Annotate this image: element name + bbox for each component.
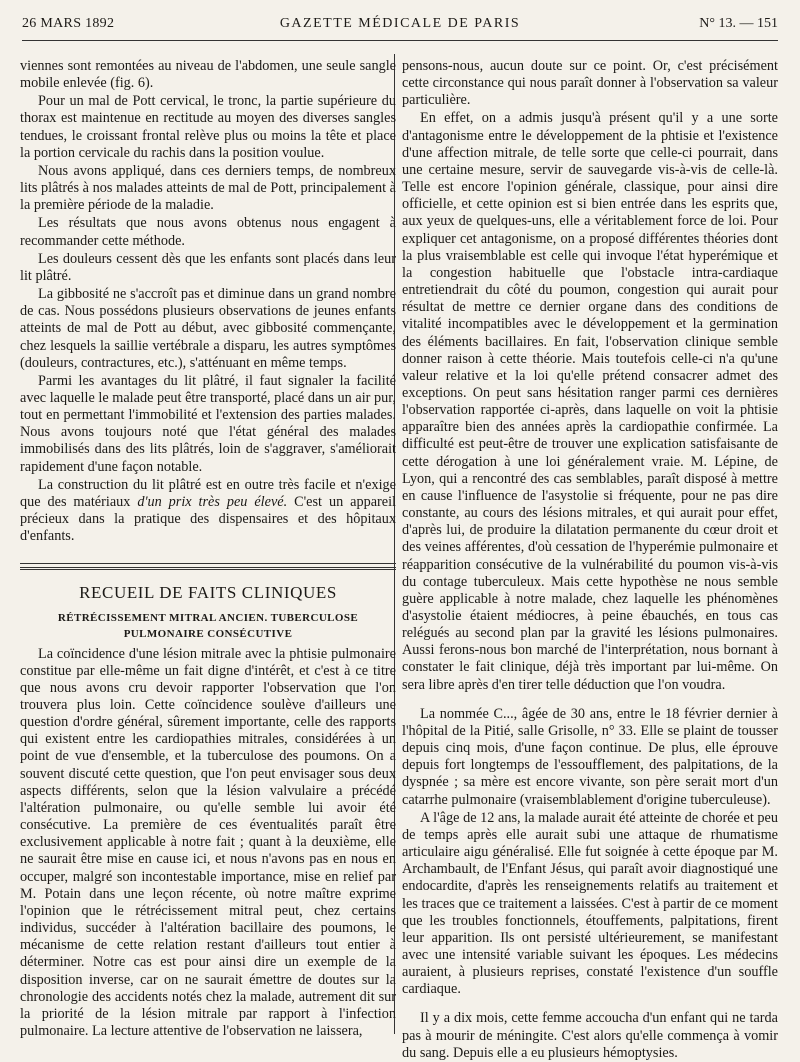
left-column <box>20 58 396 1040</box>
header-date: 26 MARS 1892 <box>22 16 115 31</box>
right-column <box>402 58 778 1062</box>
paragraph: Il y a dix mois, cette femme accoucha d'un enfant qui ne tarda pas à mourir de méningite. C'est alors qu'elle commença à vomir du sang. Depuis elle a eu plusieurs hémoptysies. <box>402 1010 778 1061</box>
paragraph: Parmi les avantages du lit plâtré, il faut signaler la facilité avec laquelle le malade peut être transporté, placé dans un air pur, tout en permettant l'immobilité et l'extension des parties malades. Nous avons toujours noté que l'état général des malades immobilisés dans des lits plâtrés, loin de s'aggraver, s'améliorait rapidement d'une façon notable. <box>20 372 396 475</box>
text-run: La construction du lit plâtré est en outre très facile et n'exige que des matériaux <box>20 476 396 510</box>
paragraph: Nous avons appliqué, dans ces derniers temps, de nombreux lits plâtrés à nos malades atteints de mal de Pott, principalement à la première période de la maladie. <box>20 162 396 214</box>
section-title: RECUEIL DE FAITS CLINIQUES <box>79 583 337 603</box>
paragraph: viennes sont remontées au niveau de l'abdomen, une seule sangle mobile enlevée (fig. 6). <box>20 58 396 92</box>
paragraph <box>20 477 396 546</box>
paragraph: A l'âge de 12 ans, la malade aurait été atteinte de chorée et peu de temps après elle aurait subi une attaque de rhumatisme articulaire aigu généralisé. Elle fut soignée à cette époque par M. Archambault, de l'Enfant Jésus, qui paraît avoir diagnostiqué une endocardite, d'après les renseignements relatifs au traitement et les traces que ce traitement a laissées. C'est à partir de ce moment que les troubles fonctionnels, étouffements, palpitations, firent leur apparition. Ils ont persisté ultérieurement, se manifestant avec une intensité variable suivant les époques. Les médecins auraient, à plusieurs reprises, constaté l'existence d'un souffle cardiaque. <box>402 809 778 998</box>
header-issue-page: N° 13. — 151 <box>699 16 778 31</box>
paragraph: La gibbosité ne s'accroît pas et diminue dans un grand nombre de cas. Nous possédons plusieurs observations de jeunes enfants atteints de mal de Pott au début, avec gibbosité commençante, chez lesquels la saillie vertébrale a disparu, les autres symptômes (douleurs, contractures, etc.), s'atténuant en même temps. <box>20 286 396 371</box>
paragraph: Les résultats que nous avons obtenus nous engagent à recommander cette méthode. <box>20 215 396 249</box>
paragraph: pensons-nous, aucun doute sur ce point. Or, c'est précisément cette circonstance qui nous paraît donner à l'observation sa valeur particulière. <box>402 58 778 109</box>
emphasis-text: d'un prix très peu élevé. <box>137 493 288 510</box>
section-rule <box>20 563 396 564</box>
header-rule <box>22 40 778 41</box>
paragraph: Pour un mal de Pott cervical, le tronc, la partie supérieure du thorax est maintenue en rectitude au moyen des diverses sangles tendues, le croissant frontal relève plus ou moins la tête et place la portion cervicale du rachis dans la position voulue. <box>20 93 396 161</box>
paragraph: La nommée C..., âgée de 30 ans, entre le 18 février dernier à l'hôpital de la Pitié, salle Grisolle, n° 33. Elle se plaint de tousser depuis cinq mois, d'une façon continue. De plus, elle éprouve depuis fort longtemps de l'essoufflement, des palpitations, de la dyspnée ; sa mère est encore vivante, son père serait mort d'un catarrhe pulmonaire (vraisemblablement d'origine tuberculeuse). <box>402 705 778 808</box>
paragraph: La coïncidence d'une lésion mitrale avec la phtisie pulmonaire constitue par elle-même un fait digne d'intérêt, et c'est à ce titre que nous avons cru devoir rapporter l'observation que l'on trouvera plus loin. Cette coïncidence soulève d'ailleurs une question d'ordre général, sûrement importante, celle des rapports qui existent entre les cardiopathies mitrales, considérées à un point de vue d'ensemble, et la tuberculose des poumons. On a souvent discuté cette question, que l'on peut envisager sous deux aspects différents, selon que la lésion valvulaire a précédé l'altération pulmonaire, ou qu'elle semble lui avoir été consécutive. La première de ces éventualités paraît être exclusivement applicable à notre fait ; quant à la deuxième, elle ne saurait être mise en cause ici, et nous n'avons pas en nous en occuper, malgré son incontestable importance, mise en relief par M. Potain dans une leçon récente, où notre maître exprime l'opinion que le rétrécissement mitral peut, chez certains individus, succéder à l'altération bacillaire des poumons, le mécanisme de cette relation restant d'ailleurs tout entier à déterminer. Notre cas est pour ainsi dire un exemple de la disposition inverse, car on ne saurait émettre de doutes sur la chronologie des accidents notés chez la malade, autrement dit sur la priorité de la lésion mitrale par rapport à l'infection pulmonaire. La lecture attentive de l'observation ne laissera, <box>20 645 396 1039</box>
section-double-rule <box>20 567 396 570</box>
article-title: RÉTRÉCISSEMENT MITRAL ANCIEN. TUBERCULOSE PULMONAIRE CONSÉCUTIVE <box>57 611 359 640</box>
page-header <box>22 12 778 42</box>
header-journal-title: GAZETTE MÉDICALE DE PARIS <box>279 16 521 31</box>
text-run: C'est un appareil précieux dans la pratique des dispensaires et des hôpitaux d'enfants. <box>20 493 397 545</box>
paragraph: Les douleurs cessent dès que les enfants sont placés dans leur lit plâtré. <box>20 250 396 284</box>
paragraph: En effet, on a admis jusqu'à présent qu'il y a une sorte d'antagonisme entre le développement de la phtisie et l'existence d'une affection mitrale, de telle sorte que celle-ci pourrait, dans une certaine mesure, servir de sauvegarde vis-à-vis de celle-là. Telle est encore l'opinion générale, classique, pour ainsi dire officielle, et cette opinion est si bien entrée dans les esprits que, aux yeux de quelques-uns, elle a véritablement force de loi. Pour expliquer cet antagonisme, on a proposé différentes théories dont la plus vraisemblable est celle qui invoque l'état hyperémique et la congestion habituelle que l'obstacle intra-cardiaque entretiendrait du côté du poumon, congestion qui aurait pour résultat de mettre ce dernier organe dans des conditions de vitalité incompatibles avec le développement et la germination des éléments bacillaires. En fait, l'observation clinique semble donner raison à cette théorie. Mais toutefois celle-ci n'a qu'une valeur relative et la loi qu'elle prétend consacrer admet des exceptions. On peut sans hésitation ranger parmi ces dernières l'observation rapportée ci-après, dans laquelle on voit la phtisie apparaître bien des années après la cardiopathie confirmée. La difficulté est peut-être de trouver une explication satisfaisante de cette dérogation à une loi généralement vraie. M. Lépine, de Lyon, qui a rencontré des cas semblables, paraît disposé à mettre en cause l'influence de l'asystolie si fréquente, pour ne pas dire constante, au cours des lésions mitrales, et qui aurait pour effet, d'après lui, de produire la dilatation permanente du cœur droit et des veines afférentes, d'où cessation de l'hyperémie pulmonaire et réapparition consécutive de la vulnérabilité du poumon vis-à-vis du contage tuberculeux. Mais cette hypothèse ne nous semble guère applicable à notre malade, chez laquelle les phénomènes d'asystolie étaient médiocres, à peine ébauchés, en tous cas relégués au second plan par la gravité les lésions pulmonaires. Aussi ferons-nous bon marché de l'interprétation, nous bornant à constater le fait clinique, déjà très important par lui-même. On sera libre après d'en tirer telle déduction que l'on voudra. <box>402 110 778 693</box>
